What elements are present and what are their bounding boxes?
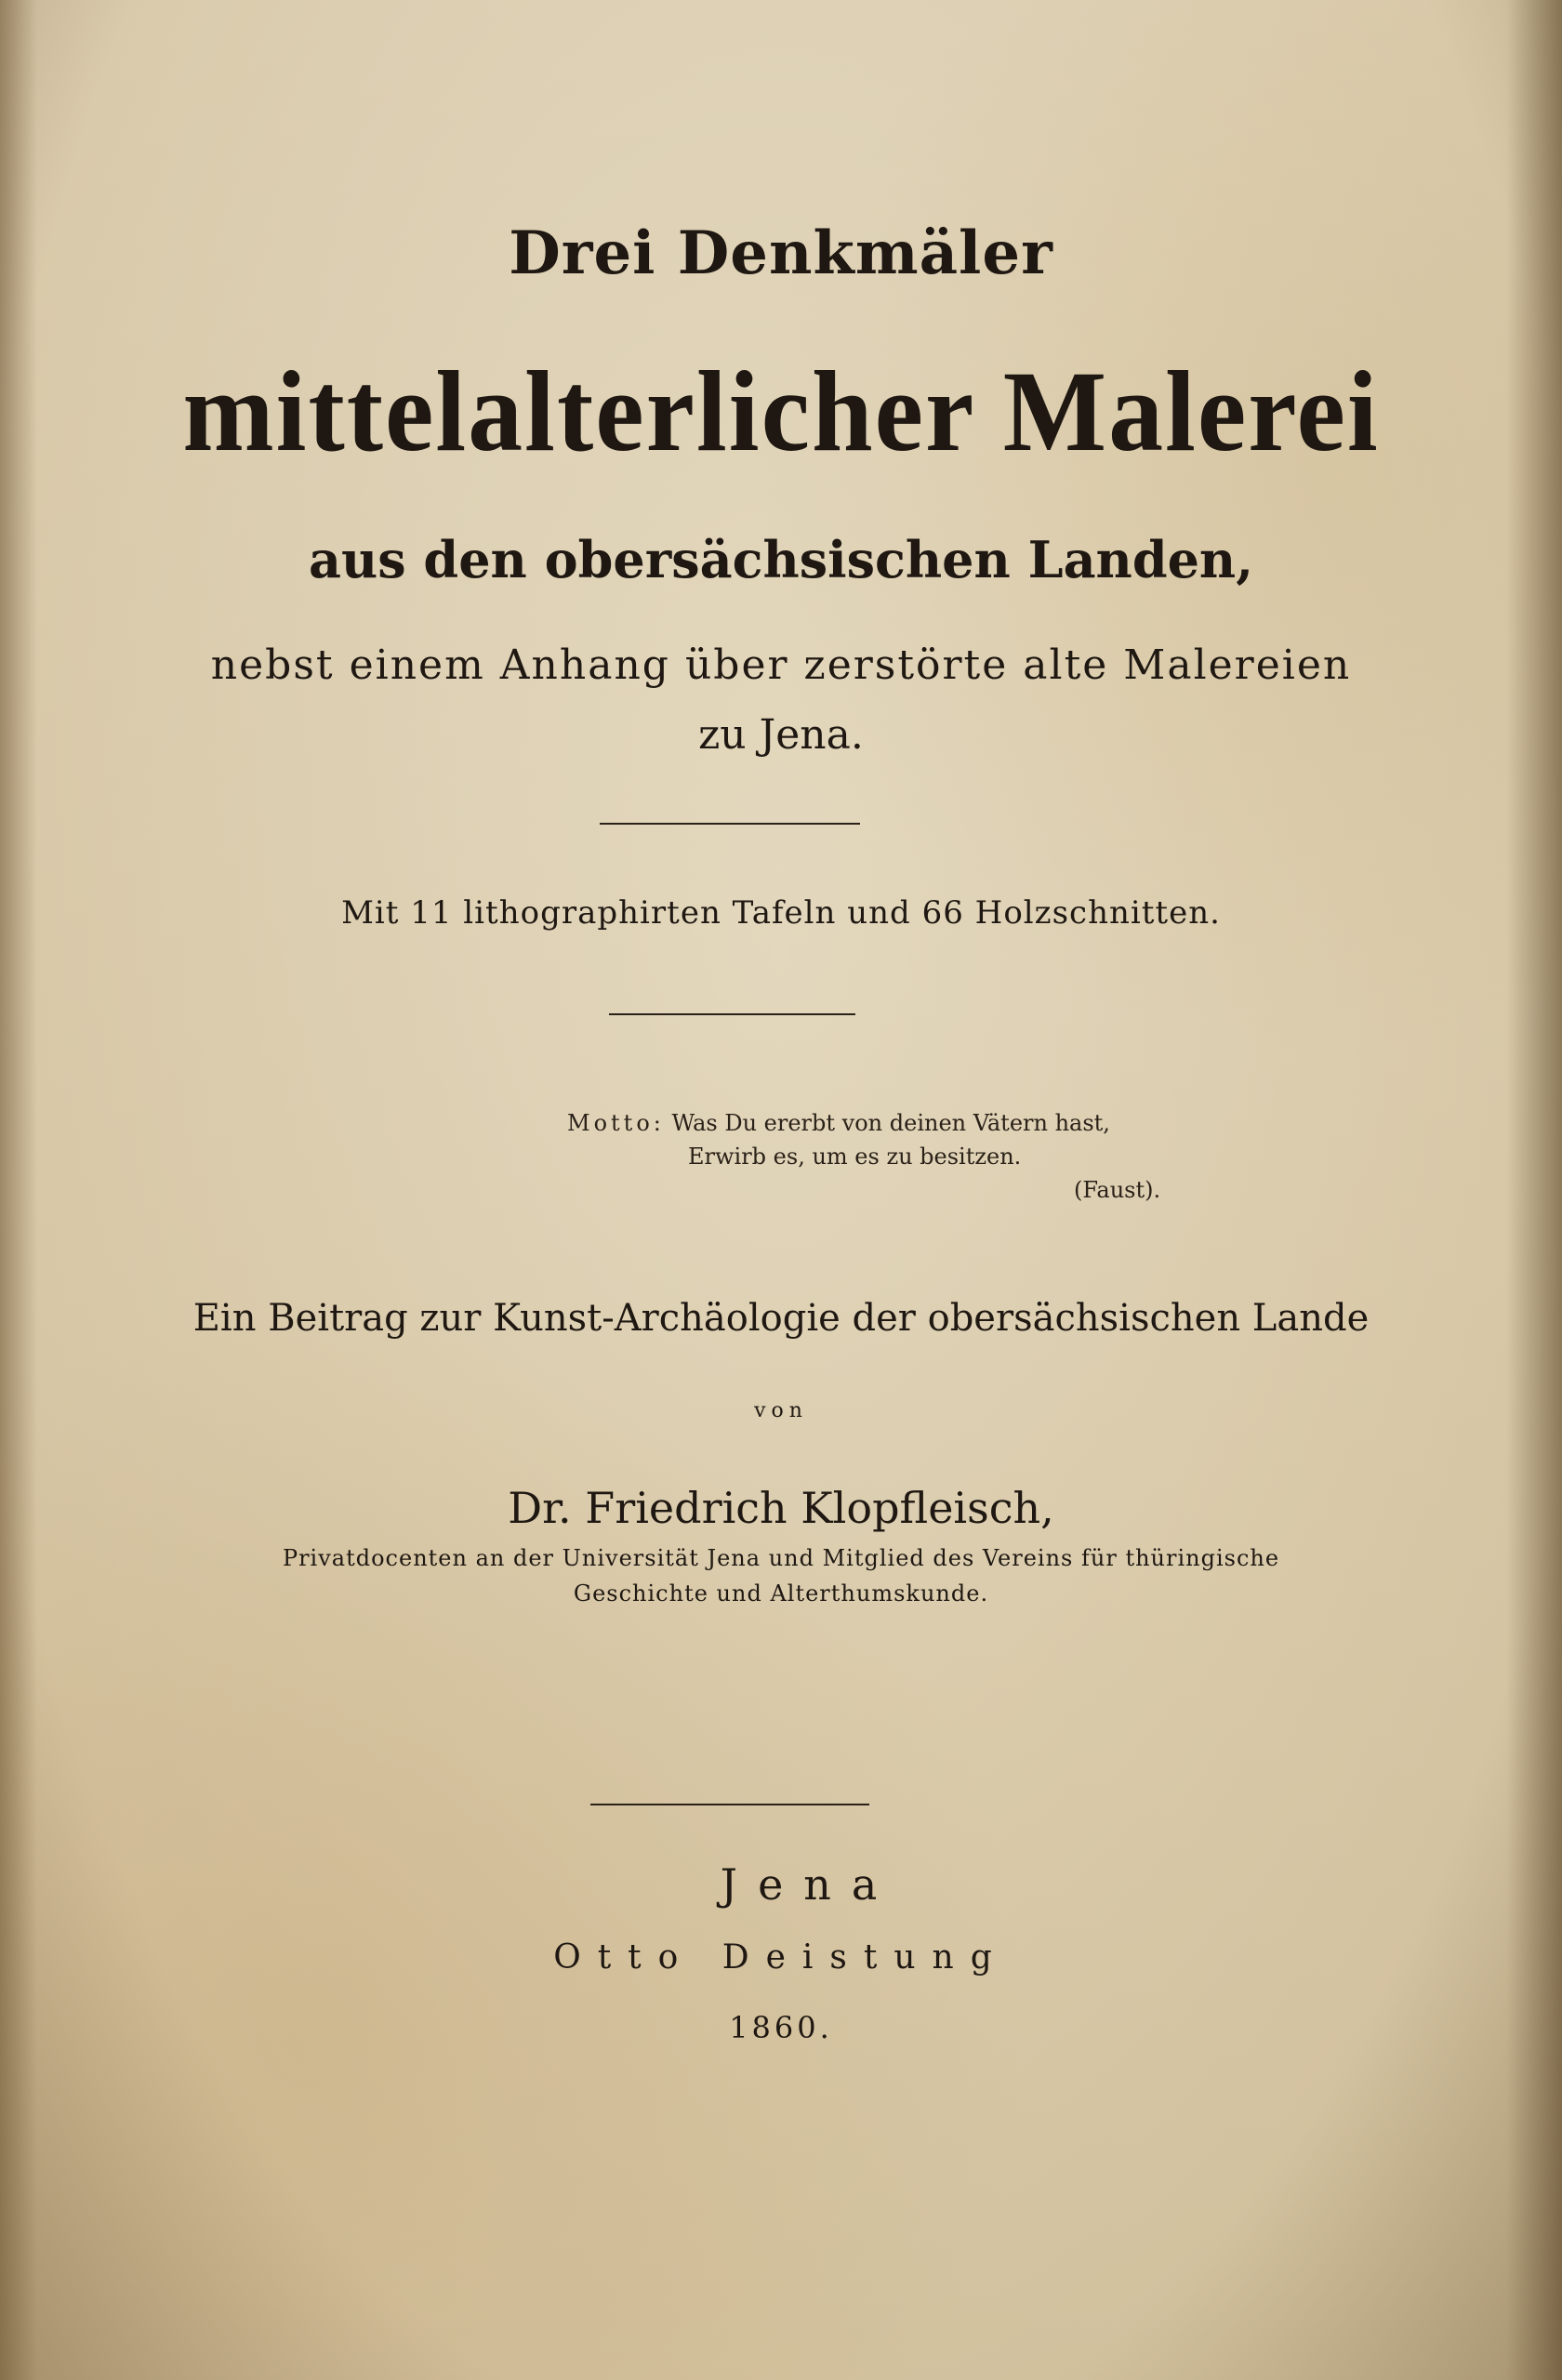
author-name: Dr. Friedrich Klopfleisch, <box>508 1483 1054 1533</box>
motto-row-1 <box>567 1106 1160 1140</box>
divider-rule-1 <box>600 823 860 825</box>
title-line-1: Drei Denkmäler <box>509 218 1053 288</box>
title-line-4: nebst einem Anhang über zerstörte alte Malereien <box>210 641 1352 689</box>
title-line-5: zu Jena. <box>698 711 864 759</box>
author-affiliation-2: Geschichte und Alterthumskunde. <box>573 1580 989 1606</box>
subtitle: Ein Beitrag zur Kunst-Archäologie der obersächsischen Lande <box>192 1297 1370 1340</box>
divider-rule-2 <box>609 1013 855 1015</box>
author-affiliation-1: Privatdocenten an der Universität Jena und Mitglied des Vereins für thüringische <box>282 1545 1280 1571</box>
motto-label: Motto: <box>567 1110 665 1136</box>
publication-year: 1860. <box>729 2010 833 2045</box>
divider-rule-3 <box>590 1804 869 1805</box>
by-word: von <box>754 1399 808 1422</box>
motto-source: (Faust). <box>1074 1177 1161 1203</box>
motto-line-1: Was Du ererbt von deinen Vätern hast, <box>671 1110 1110 1136</box>
title-line-3: aus den obersächsischen Landen, <box>308 530 1253 589</box>
main-title: mittelalterlicher Malerei <box>182 347 1380 476</box>
publication-place: Jena <box>720 1859 898 1910</box>
illustrations-note: Mit 11 lithographirten Tafeln und 66 Holzschnitten. <box>341 894 1221 932</box>
motto-line-2: Erwirb es, um es zu besitzen. <box>688 1144 1022 1170</box>
publisher: Otto Deistung <box>553 1938 1009 1977</box>
motto-block <box>567 1106 1160 1207</box>
